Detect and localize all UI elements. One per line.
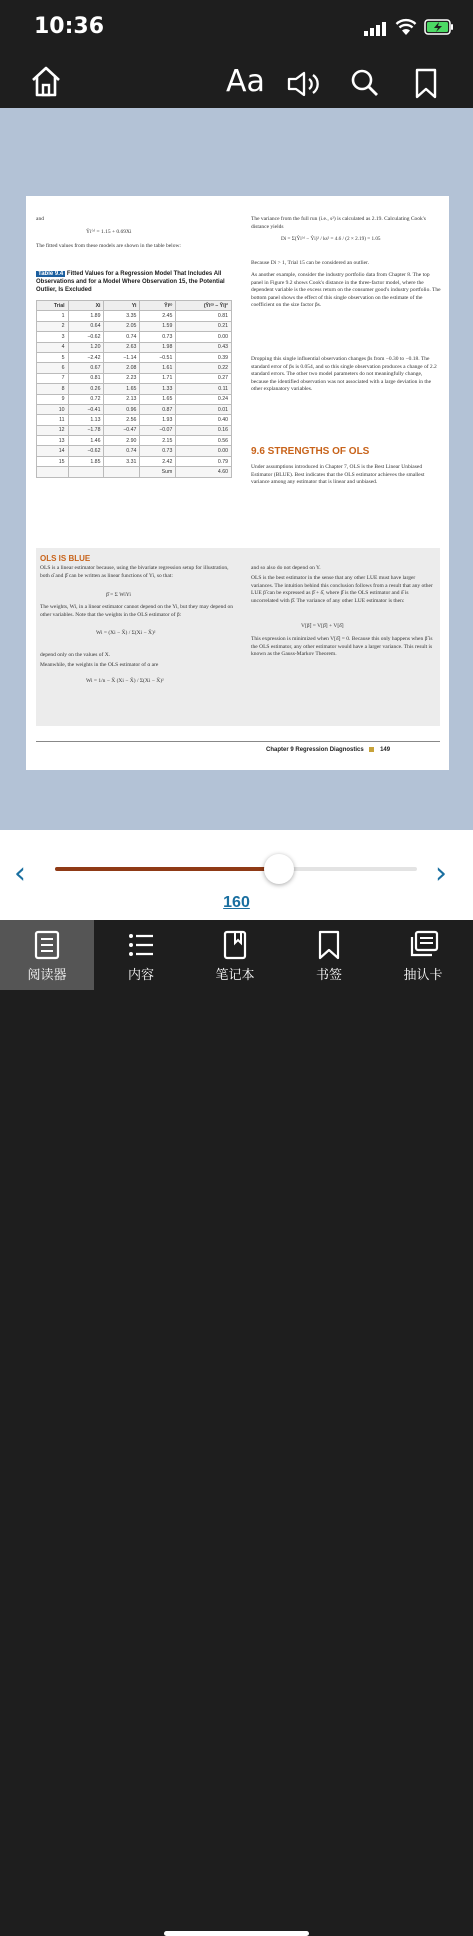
table-cell: 1.61 — [140, 363, 176, 373]
table-cell-empty — [37, 467, 69, 477]
table-row — [37, 436, 232, 446]
table-row — [37, 373, 232, 383]
table-cell: 0.22 — [176, 363, 232, 373]
table-cell: 0.21 — [176, 321, 232, 331]
table-cell: 0.16 — [176, 425, 232, 435]
table-header: (Ŷi⁽ᶦ⁾ − Ŷi)² — [176, 301, 232, 311]
table-cell: 1.13 — [68, 415, 104, 425]
table-row — [37, 456, 232, 466]
table-cell: −0.62 — [68, 446, 104, 456]
reader-icon — [33, 930, 61, 960]
table-cell: 1.33 — [140, 384, 176, 394]
table-row — [37, 363, 232, 373]
footer-page: 149 — [380, 747, 391, 754]
home-icon[interactable] — [30, 64, 62, 100]
footer-chapter: Chapter 9 — [266, 747, 294, 754]
table-cell: 0.64 — [68, 321, 104, 331]
box-formula-1: β̂ = Σ WiYi — [106, 592, 131, 598]
battery-charging-icon — [424, 19, 454, 35]
next-page-icon[interactable]: › — [435, 856, 447, 891]
table-cell: 1.65 — [104, 384, 140, 394]
table-cell: 2.15 — [140, 436, 176, 446]
bottom-tab-bar — [0, 920, 473, 1024]
table-tag: Table 9.4 — [38, 271, 64, 277]
table-cell: 1.59 — [140, 321, 176, 331]
table-title — [36, 270, 236, 294]
table-cell: 11 — [37, 415, 69, 425]
speaker-icon[interactable] — [286, 70, 322, 98]
table-cell: 2.63 — [104, 342, 140, 352]
bookmark-icon[interactable] — [414, 68, 438, 100]
wifi-icon — [395, 18, 417, 36]
table-cell: 0.39 — [176, 352, 232, 362]
table-row — [37, 425, 232, 435]
table-row — [37, 394, 232, 404]
table-cell: −1.78 — [68, 425, 104, 435]
text-blue-intro: Under assumptions introduced in Chapter 7, OLS is the Best Linear Unbiased Estimator (BLUE). Best indicates that the OLS estimator achieves the smallest variance among any estimator that is linear and unbiased. — [251, 464, 425, 486]
table-cell: 0.00 — [176, 332, 232, 342]
table-cell: 4 — [37, 342, 69, 352]
text-outlier: Because Di > 1, Trial 15 can be considered an outlier. — [251, 260, 369, 266]
box-text-1: OLS is a linear estimator because, using the bivariate regression setup for illustration, both α̂ and β̂ can be written as linear functions of Yi, so that: — [40, 565, 229, 579]
box-title: OLS IS BLUE — [40, 554, 91, 563]
table-title-text: Fitted Values for a Regression Model That Includes All Observations and for a Model Where Observation 15, the Potential Outlier, Is Excluded — [36, 271, 225, 293]
table-cell: 2.05 — [104, 321, 140, 331]
notebook-icon — [221, 930, 249, 960]
box-text-7: This expression is minimized when V[δ̂] = 0. Because this only happens when β̃ is the OLS estimator, any other estimator would have a larger variance. This result is known as the Gauss-Markov Theorem. — [251, 636, 433, 658]
box-formula-3: Wi = 1/n − X̄ (Xi − X̄) / Σ(Xi − X̄)² — [86, 678, 164, 684]
box-text-2: The weights, Wi, in a linear estimator cannot depend on the Yi, but they may depend on other variables. Note that the weights in the OLS estimator of β: — [40, 604, 233, 618]
tab-flashcards-label: 抽认卡 — [403, 967, 443, 982]
tab-flashcards[interactable] — [376, 920, 473, 990]
fitted-values-table — [36, 300, 232, 478]
table-cell: 5 — [37, 352, 69, 362]
slider-thumb[interactable] — [264, 854, 294, 884]
table-cell: −0.07 — [140, 425, 176, 435]
reader-viewport[interactable] — [0, 108, 473, 830]
table-cell: 14 — [37, 446, 69, 456]
table-cell: 13 — [37, 436, 69, 446]
table-cell: 1.93 — [140, 415, 176, 425]
table-cell: 10 — [37, 404, 69, 414]
previous-page-icon[interactable]: ‹ — [14, 856, 26, 891]
text-and: and — [36, 216, 44, 222]
box-formula-4: V[β̃] = V[β̂] + V[δ̂] — [301, 623, 344, 629]
table-row — [37, 321, 232, 331]
table-cell: 2.13 — [104, 394, 140, 404]
table-row — [37, 415, 232, 425]
tab-reader[interactable] — [0, 920, 94, 990]
box-text-4: Meanwhile, the weights in the OLS estimator of α are — [40, 662, 159, 668]
table-cell: 1.65 — [140, 394, 176, 404]
clock: 10:36 — [34, 14, 105, 39]
table-cell: 0.79 — [176, 456, 232, 466]
section-heading: 9.6 STRENGTHS OF OLS — [251, 446, 370, 457]
text-fitted-values: The fitted values from these models are shown in the table below: — [36, 243, 181, 249]
status-bar — [0, 0, 473, 58]
table-cell-empty — [68, 467, 104, 477]
table-sum-label: Sum — [140, 467, 176, 477]
table-cell: 0.74 — [104, 446, 140, 456]
reader-toolbar — [0, 58, 473, 108]
table-cell: −0.62 — [68, 332, 104, 342]
page-number-link[interactable]: 160 — [223, 894, 250, 911]
table-cell: 1.20 — [68, 342, 104, 352]
table-header: Ŷi⁽ᶦ⁾ — [140, 301, 176, 311]
table-cell-empty — [104, 467, 140, 477]
table-cell: 6 — [37, 363, 69, 373]
table-cell: 0.81 — [68, 373, 104, 383]
table-cell: −2.42 — [68, 352, 104, 362]
contents-icon — [127, 930, 155, 960]
table-cell: 2.56 — [104, 415, 140, 425]
table-cell: 0.73 — [140, 332, 176, 342]
font-settings-button[interactable]: Aa — [226, 64, 265, 99]
table-cell: 1.98 — [140, 342, 176, 352]
table-cell: 2.08 — [104, 363, 140, 373]
search-icon[interactable] — [350, 68, 380, 98]
table-cell: 0.96 — [104, 404, 140, 414]
text-variance: The variance from the full run (i.e., s²) is calculated as 2.19. Calculating Cook's distance yields — [251, 216, 426, 230]
table-cell: 2 — [37, 321, 69, 331]
table-cell: 1.46 — [68, 436, 104, 446]
tab-bookmarks[interactable] — [282, 920, 376, 990]
table-row — [37, 384, 232, 394]
table-cell: 0.26 — [68, 384, 104, 394]
table-header: Xi — [68, 301, 104, 311]
table-cell: 2.90 — [104, 436, 140, 446]
table-row — [37, 352, 232, 362]
tab-notebook[interactable] — [188, 920, 282, 990]
page-controls — [0, 830, 473, 920]
text-example: As another example, consider the industry portfolio data from Chapter 8. The top panel in Figure 9.2 shows Cook's distance in the three-factor model, where the dependent variable is the excess return on the consumer good's industry portfolio. The bottom panel shows the effect of this single observation on the estimate of the coefficient on the size factor βs. — [251, 272, 441, 309]
table-cell: 0.72 — [68, 394, 104, 404]
table-sum-row — [37, 467, 232, 477]
table-cell: 0.27 — [176, 373, 232, 383]
box-formula-2: Wi = (Xi − X̄) / Σ(Xi − X̄)² — [96, 630, 156, 636]
table-sum-value: 4.60 — [176, 467, 232, 477]
table-cell: 12 — [37, 425, 69, 435]
table-cell: 2.45 — [140, 311, 176, 321]
table-row — [37, 332, 232, 342]
table-cell: 3.31 — [104, 456, 140, 466]
tab-contents[interactable] — [94, 920, 188, 990]
table-cell: 0.24 — [176, 394, 232, 404]
table-cell: 0.43 — [176, 342, 232, 352]
table-cell: 15 — [37, 456, 69, 466]
tab-contents-label: 内容 — [127, 967, 154, 982]
book-page — [26, 196, 449, 770]
table-cell: 1.71 — [140, 373, 176, 383]
box-text-3: depend only on the values of X. — [40, 652, 111, 658]
table-cell: 0.40 — [176, 415, 232, 425]
table-row — [37, 311, 232, 321]
footer-title: Regression Diagnostics — [295, 747, 364, 754]
slider-fill — [55, 867, 279, 871]
text-dropping: Dropping this single influential observation changes βs from −0.30 to −0.18. The standard error of βs is 0.054, and so this single observation produces a change of 2.2 standard errors. The other two model parameters do not meaningfully change, because the identified observation was not associated with a large deviation in the other explanatory variables. — [251, 356, 437, 393]
tab-reader-label: 阅读器 — [27, 967, 67, 982]
table-cell: 3.35 — [104, 311, 140, 321]
table-cell: 1 — [37, 311, 69, 321]
formula-fitted: Ŷi⁽ᶦ⁾ = 1.15 + 0.69Xi — [86, 229, 132, 235]
table-cell: −1.14 — [104, 352, 140, 362]
table-row — [37, 342, 232, 352]
box-text-6: OLS is the best estimator in the sense that any other LUE must have larger variances. The intuition behind this conclusion follows from a result that any other LUE β̃ can be expressed as β̂ + δ̂, where β̂ is the OLS estimator and δ̂ is uncorrelated with β̂. The variance of any other LUE estimator is then: — [251, 575, 433, 604]
home-indicator — [164, 1931, 309, 1936]
table-cell: −0.41 — [68, 404, 104, 414]
table-cell: 1.85 — [68, 456, 104, 466]
table-cell: 0.00 — [176, 446, 232, 456]
footer-square — [369, 747, 374, 752]
table-cell: 8 — [37, 384, 69, 394]
table-cell: 0.67 — [68, 363, 104, 373]
footer-rule — [36, 741, 440, 742]
tab-notebook-label: 笔记本 — [215, 967, 255, 982]
page-slider[interactable] — [55, 867, 417, 871]
bookmarks-tab-icon — [315, 930, 343, 960]
table-cell: 0.01 — [176, 404, 232, 414]
table-cell: 9 — [37, 394, 69, 404]
table-cell: 0.87 — [140, 404, 176, 414]
table-cell: 2.23 — [104, 373, 140, 383]
table-row — [37, 404, 232, 414]
signal-icon — [364, 22, 386, 36]
table-header: Yi — [104, 301, 140, 311]
page-footer — [266, 747, 390, 753]
tab-bookmarks-label: 书签 — [315, 967, 342, 982]
table-cell: 2.42 — [140, 456, 176, 466]
flashcard-icon — [409, 930, 439, 960]
table-header: Trial — [37, 301, 69, 311]
table-cell: 0.74 — [104, 332, 140, 342]
table-cell: 3 — [37, 332, 69, 342]
table-row — [37, 446, 232, 456]
box-text-5: and so also do not depend on Y. — [251, 565, 321, 571]
table-cell: 0.11 — [176, 384, 232, 394]
table-cell: 1.89 — [68, 311, 104, 321]
formula-cooks: Di = Σ(Ŷi⁽ᶦ⁾ − Ŷi)² / ks² = 4.6 / (2 × 2.19) = 1.05 — [281, 236, 381, 242]
table-cell: 7 — [37, 373, 69, 383]
table-cell: 0.81 — [176, 311, 232, 321]
table-cell: −0.47 — [104, 425, 140, 435]
table-cell: 0.56 — [176, 436, 232, 446]
table-cell: 0.73 — [140, 446, 176, 456]
table-cell: −0.51 — [140, 352, 176, 362]
